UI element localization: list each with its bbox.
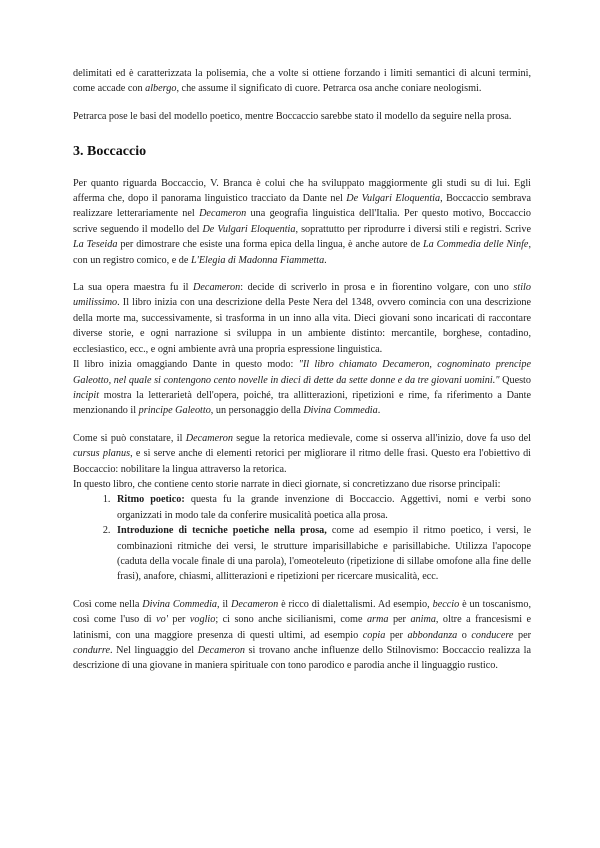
text-run: , con un registro comico, e de [73, 239, 531, 266]
italic-run: "Il libro chiamato Decameron, cognominato prencipe Galeotto, nel quale si contengono cento novelle in dieci dì dette da sette donne e da tre giovani uomini." [73, 359, 531, 386]
text-run: , soprattutto per riprodurre i diversi stili e registri. Scrive [295, 223, 531, 235]
text-run: Il libro inizia omaggiando Dante in questo modo: [73, 359, 299, 371]
text-run: delimitati ed è caratterizzata la polisemia, che a volte si ottiene forzando i limiti semantici di alcuni termini, come accade con [73, 68, 531, 95]
italic-run: stilo umilissimo [73, 282, 531, 309]
italic-run: conducere [471, 629, 514, 641]
paragraph [73, 280, 531, 357]
text-run: , e si serve anche di elementi retorici per migliorare il ritmo delle frasi. Questo era l'obiettivo di Boccaccio: nobilitare la lingua attraverso la retorica. [73, 448, 532, 475]
text-run: ; ci sono anche sicilianismi, come [215, 614, 367, 626]
text-run: Questo [499, 374, 531, 386]
text-run: : decide di scriverlo in prosa e in fiorentino volgare, con uno [240, 282, 514, 294]
italic-run: abbondanza [407, 629, 458, 641]
closing-section [73, 597, 531, 674]
italic-run: De Vulgari Eloquentia [202, 223, 296, 235]
bold-run: Ritmo poetico: [117, 494, 185, 506]
italic-run: principe Galeotto [138, 405, 211, 417]
section-heading: 3. Boccaccio [73, 144, 147, 160]
text-run: per [513, 629, 532, 641]
text-run: La sua opera maestra fu il [73, 282, 194, 294]
paragraph [73, 597, 531, 674]
text-run: mostra la letterarietà dell'opera, poiché, tra allitterazioni, ripetizioni e rime, fa riferimento a Dante menzionando il [73, 389, 531, 417]
intro-section [73, 66, 531, 124]
italic-run: beccio [432, 598, 460, 610]
text-run: è un toscanismo, così come l'uso di [73, 598, 531, 626]
italic-run: Decameron [197, 645, 245, 656]
text-run: In questo libro, che contiene cento storie narrate in dieci giornate, si concretizzano due risorse principali: [73, 478, 501, 490]
paragraph [73, 176, 531, 268]
text-run: per [388, 614, 411, 626]
text-run: Come si può constatare, il [73, 432, 186, 444]
italic-run: Divina Commedia [303, 405, 378, 417]
text-run: , il [217, 598, 232, 610]
italic-run: Decameron [199, 208, 247, 220]
italic-run: arma [366, 614, 389, 626]
text-run: Così come nella [73, 598, 143, 610]
text-run: . Il libro inizia con una descrizione della Peste Nera del 1348, ovvero comincia con una descrizione della morte ma, successivamente, si trasforma in un inno alla vita. Dieci giovani sono incaricati di raccontare diverse storie, e ogni narrazione si sviluppa in un ambiente distinto: mercantile, borghese, contadino, ecclesiastico, ecc., e ogni ambiente avrà una propria espressione linguistica. [73, 297, 531, 355]
italic-run: condurre [73, 645, 110, 656]
text-run: o [457, 629, 472, 641]
italic-run: L'Elegia di Madonna Fiammetta [190, 254, 325, 266]
body-section [73, 176, 531, 493]
text-run: . [377, 405, 381, 417]
text-run: come ad esempio il ritmo poetico, i versi, le combinazioni ritmiche dei versi, le strutture imparisillabiche e parisillabiche. Utilizza l'apocope (caduta della vocale finale di una parola), l'omeoteleuto (ripetizione di sillabe omofone alla fine delle frasi), anafore, chiasmi, allitterazioni e ripetizioni per ricercare musicalità, ecc. [117, 525, 531, 583]
text-run: , oltre a francesismi e latinismi, con una maggiore presenza di questi ultimi, ad esempio [73, 614, 532, 641]
text-run: questa fu la grande invenzione di Boccaccio. Aggettivi, nomi e verbi sono organizzati in modo tale da conferire musicalità poetica alla prosa. [117, 494, 531, 521]
resources-list [73, 492, 531, 584]
italic-run: La Teseida [73, 239, 118, 251]
text-run: Petrarca pose le basi del modello poetico, mentre Boccaccio sarebbe stato il modello da seguire nella prosa. [73, 110, 512, 122]
text-run: Per quanto riguarda Boccaccio, V. Branca è colui che ha sviluppato maggiormente gli studi su di lui. Egli afferma che, dopo il panorama linguistico tracciato da Dante nel [73, 177, 531, 205]
paragraph [73, 477, 531, 492]
text-run: . Nel linguaggio del [109, 645, 198, 656]
italic-run: voglio [189, 614, 216, 626]
list-item [113, 492, 531, 523]
italic-run: Divina Commedia [142, 598, 218, 610]
paragraph [73, 357, 531, 419]
italic-run: albergo [145, 83, 177, 95]
paragraph [73, 109, 531, 124]
text-run: si trovano anche influenze dello Stilnovismo: Boccaccio realizza la descrizione di una giovane in maniera spirituale con tono parodico e parodia anche il linguaggio rustico. [73, 645, 531, 672]
text-run: per dimostrare che esiste una forma epica della lingua, è anche autore de [117, 239, 423, 251]
italic-run: La Commedia delle Ninfe [422, 239, 529, 251]
italic-run: De Vulgari Eloquentia [346, 193, 441, 205]
text-run: . [324, 254, 327, 266]
paragraph [73, 66, 531, 97]
italic-run: Decameron [231, 598, 279, 610]
italic-run: vo' [156, 614, 168, 626]
text-run: una geografia linguistica dell'Italia. Per questo motivo, Boccaccio scrive seguendo il modello del [73, 208, 532, 235]
document-page [73, 66, 531, 686]
italic-run: Decameron [193, 282, 241, 294]
text-run: per [385, 629, 408, 641]
text-run: , Boccaccio sembrava realizzare letterariamente nel [73, 193, 531, 220]
bold-run: Introduzione di tecniche poetiche nella prosa, [117, 525, 327, 537]
text-run: è ricco di dialettalismi. Ad esempio, [278, 598, 433, 610]
text-run: , che assume il significato di cuore. Petrarca osa anche coniare neologismi. [176, 83, 482, 95]
text-run: , un personaggio della [210, 405, 304, 417]
text-run: segue la retorica medievale, come si osserva all'inizio, dove fa uso del [232, 432, 531, 444]
paragraph [73, 431, 531, 477]
italic-run: incipit [73, 389, 100, 401]
italic-run: Decameron [185, 432, 233, 444]
list-item [113, 523, 531, 585]
italic-run: anima [410, 614, 436, 626]
italic-run: cursus planus [73, 448, 131, 460]
text-run: per [167, 614, 190, 626]
italic-run: copia [362, 629, 386, 641]
